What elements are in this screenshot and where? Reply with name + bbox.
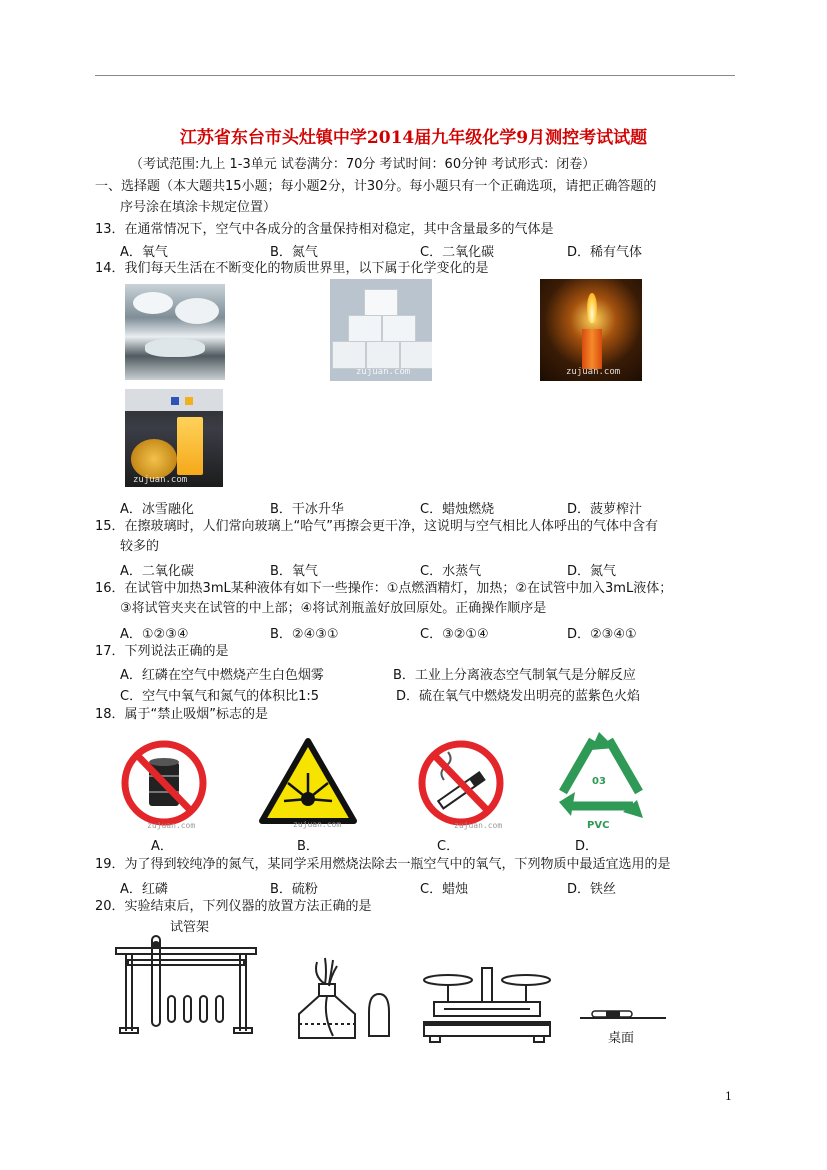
alcohol-lamp-drawing [285, 952, 395, 1047]
q14-option-b: B．干冰升华 [270, 502, 344, 517]
no-smoking-sign [414, 740, 509, 830]
q16-option-c: C．③②①④ [420, 627, 489, 642]
q14-option-d: D．菠萝榨汁 [567, 502, 643, 517]
q19-option-c: C．蜡烛 [420, 882, 469, 897]
q18-option-b: B． [297, 839, 319, 854]
melting-snow-photo [125, 284, 225, 380]
q17-option-b: B．工业上分离液态空气制氧气是分解反应 [393, 668, 636, 683]
q16-option-b: B．②④③① [270, 627, 339, 642]
q15-stem-line1: 15．在擦玻璃时，人们常向玻璃上“哈气”再擦会更干净，这说明与空气相比人体呼出的气体中含有 [95, 519, 659, 534]
q19-option-b: B．硫粉 [270, 882, 318, 897]
burning-candle-photo [540, 279, 642, 381]
balance-scale-drawing [420, 962, 555, 1047]
q19-stem: 19．为了得到较纯净的氮气，某同学采用燃烧法除去一瓶空气中的氧气，下列物质中最适宜选用的是 [95, 857, 671, 872]
pineapple-juice-photo [125, 389, 223, 487]
recycle-number: 03 [592, 776, 606, 787]
q16-option-d: D．②③④① [567, 627, 637, 642]
q19-option-a: A．红磷 [120, 882, 168, 897]
q17-option-d: D．硫在氧气中燃烧发出明亮的蓝紫色火焰 [396, 689, 641, 704]
watermark: zujuan.com [147, 821, 196, 830]
test-tube-on-desk-drawing [578, 1004, 668, 1046]
q18-stem: 18．属于“禁止吸烟”标志的是 [95, 707, 269, 722]
section-heading-line2: 序号涂在填涂卡规定位置） [120, 200, 277, 215]
q16-stem-line2: ③将试管夹夹在试管的中上部；④将试剂瓶盖好放回原处。正确操作顺序是 [120, 601, 547, 616]
q18-option-a: A． [151, 839, 173, 854]
watermark: zujuan.com [133, 475, 188, 485]
q18-option-c: C． [437, 839, 460, 854]
q18-option-d: D． [575, 839, 599, 854]
exam-info: （考试范围:九上 1-3单元 试卷满分：70分 考试时间：60分钟 考试形式：闭卷） [130, 157, 596, 172]
q13-option-a: A．氧气 [120, 245, 168, 260]
q19-option-d: D．铁丝 [567, 882, 617, 897]
watermark: zujuan.com [566, 367, 621, 377]
no-barrel-sign [117, 740, 212, 830]
recycle-code: PVC [587, 820, 610, 831]
q15-stem-line2: 较多的 [120, 539, 160, 554]
q13-stem: 13．在通常情况下，空气中各成分的含量保持相对稳定，其中含量最多的气体是 [95, 222, 554, 237]
q15-option-a: A．二氧化碳 [120, 564, 194, 579]
q14-option-a: A．冰雪融化 [120, 502, 194, 517]
q13-option-b: B．氮气 [270, 245, 318, 260]
header-rule [95, 75, 735, 76]
q15-option-d: D．氮气 [567, 564, 617, 579]
q17-option-a: A．红磷在空气中燃烧产生白色烟雾 [120, 668, 324, 683]
dry-ice-photo [330, 279, 432, 381]
q13-option-d: D．稀有气体 [567, 245, 643, 260]
q17-option-c: C．空气中氧气和氮气的体积比1:5 [120, 689, 319, 704]
q15-option-b: B．氧气 [270, 564, 318, 579]
q16-stem-line1: 16．在试管中加热3mL某种液体有如下一些操作：①点燃酒精灯，加热；②在试管中加入3mL液体； [95, 581, 673, 596]
page-title: 江苏省东台市头灶镇中学2014届九年级化学9月测控考试试题 [179, 128, 648, 148]
recycle-symbol [553, 726, 648, 832]
q16-option-a: A．①②③④ [120, 627, 189, 642]
q20-stem: 20．实验结束后，下列仪器的放置方法正确的是 [95, 899, 372, 914]
watermark: zujuan.com [293, 820, 342, 829]
page-number: 1 [725, 1090, 732, 1103]
q13-option-c: C．二氧化碳 [420, 245, 495, 260]
rack-label: 试管架 [170, 920, 210, 935]
test-tube-rack-drawing [108, 916, 268, 1046]
q14-option-c: C．蜡烛燃烧 [420, 502, 495, 517]
q17-stem: 17．下列说法正确的是 [95, 644, 229, 659]
watermark: zujuan.com [454, 821, 503, 830]
explosive-warning-sign [258, 737, 358, 829]
watermark: zujuan.com [356, 367, 411, 377]
desk-label: 桌面 [608, 1031, 635, 1046]
q14-stem: 14．我们每天生活在不断变化的物质世界里，以下属于化学变化的是 [95, 261, 489, 276]
section-heading-line1: 一、选择题（本大题共15小题；每小题2分，计30分。每小题只有一个正确选项，请把正确答题的 [95, 179, 657, 194]
q15-option-c: C．水蒸气 [420, 564, 482, 579]
